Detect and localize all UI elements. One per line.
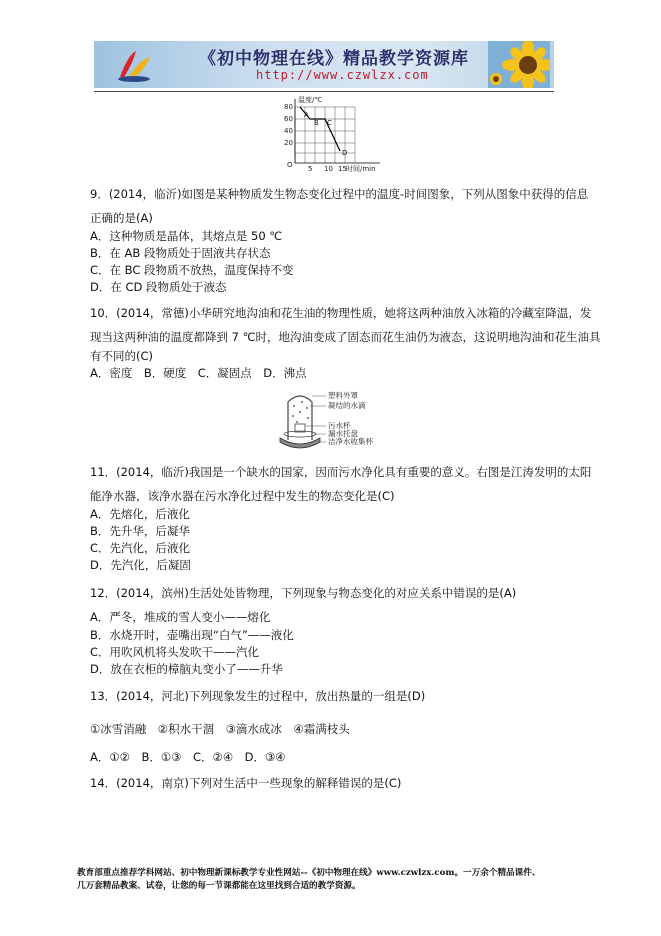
- point-a-label: A: [304, 111, 309, 119]
- y-tick: 60: [284, 115, 293, 123]
- y-tick: 40: [284, 127, 293, 135]
- graph-origin: O: [287, 161, 293, 169]
- q9-option-d: D．在 CD 段物质处于液态: [90, 280, 227, 294]
- q11-option-a: A．先熔化，后液化: [90, 507, 190, 521]
- q12-stem: 12．(2014，滨州)生活处处皆物理，下列现象与物态变化的对应关系中错误的是(A): [90, 586, 517, 600]
- q14-stem: 14．(2014，南京)下列对生活中一些现象的解释错误的是(C): [90, 776, 402, 790]
- q9-option-a: A．这种物质是晶体，其熔点是 50 ℃: [90, 229, 283, 243]
- graph-xlabel: 时间/min: [346, 165, 376, 173]
- q11-stem-line1: 11．(2014，临沂)我国是一个缺水的国家，因而污水净化具有重要的意义。右图是江涛发明的太阳: [90, 465, 592, 479]
- q12-option-b: B．水烧开时，壶嘴出现“白气”——液化: [90, 628, 294, 642]
- q10-stem-line1: 10．(2014，常德)小华研究地沟油和花生油的物理性质，她将这两种油放入冰箱的冷藏室降温，发: [90, 306, 592, 320]
- point-c-label: C: [327, 119, 332, 127]
- q12-option-c: C．用吹风机将头发吹干——汽化: [90, 645, 260, 659]
- q10-stem-line3: 有不同的(C): [90, 349, 154, 363]
- collection-cup: [280, 438, 320, 448]
- label-drip-tray: 漏水托盘: [328, 429, 358, 438]
- q9-stem-line1: 9．(2014，临沂)如图是某种物质发生物态变化过程中的温度-时间图象，下列从图象中获得的信息: [90, 187, 589, 201]
- footer-line2: 几万套精品教案、试卷，让您的每一节课都能在这里找到合适的教学资源。: [77, 881, 361, 891]
- x-tick: 10: [324, 165, 333, 173]
- q9-stem-line2: 正确的是(A): [90, 211, 153, 225]
- q12-option-a: A．严冬，堆成的雪人变小——熔化: [90, 610, 271, 624]
- header-rule: [94, 91, 554, 92]
- q13-items: ①冰雪消融 ②积水干涸 ③滴水成冰 ④霜满枝头: [90, 722, 350, 736]
- q9-option-c: C．在 BC 段物质不放热，温度保持不变: [90, 263, 294, 277]
- header-banner: [94, 41, 554, 88]
- q12-option-d: D．放在衣柜的樟脑丸变小了——升华: [90, 662, 283, 676]
- q10-stem-line2: 现当这两种油的温度都降到 7 ℃时，地沟油变成了固态而花生油仍为液态，这说明地沟油和花生油具: [90, 330, 601, 344]
- solar-purifier-figure: [270, 388, 390, 458]
- q10-options: A．密度 B．硬度 C．凝固点 D．沸点: [90, 366, 307, 380]
- x-tick: 5: [308, 165, 313, 173]
- label-water-drops: 凝结的水滴: [328, 401, 366, 410]
- label-sewage-cup: 污水杯: [328, 421, 351, 430]
- q11-option-c: C．先汽化，后液化: [90, 541, 191, 555]
- label-clean-cup: 洁净水收集杯: [328, 437, 373, 446]
- x-tick: 15: [338, 165, 347, 173]
- q13-options: A．①② B．①③ C．②④ D．③④: [90, 750, 286, 764]
- footer-line1: 教育部重点推荐学科网站、初中物理新课标教学专业性网站--《初中物理在线》www.czwlzx.com。一万余个精品课件、: [77, 868, 541, 878]
- banner-url[interactable]: http://www.czwlzx.com: [256, 68, 429, 82]
- point-b-label: B: [314, 119, 319, 127]
- graph-ylabel: 温度/℃: [298, 96, 323, 104]
- point-d-label: D: [342, 149, 348, 157]
- q11-stem-line2: 能净水器，该净水器在污水净化过程中发生的物态变化是(C): [90, 489, 395, 503]
- q11-option-d: D．先汽化，后凝固: [90, 558, 191, 572]
- q11-option-b: B．先升华，后凝华: [90, 524, 190, 538]
- sunflower-icon: [488, 41, 550, 88]
- y-tick: 80: [284, 103, 293, 111]
- banner-title: 《初中物理在线》精品教学资源库: [199, 49, 469, 69]
- q13-stem: 13．(2014，河北)下列现象发生的过程中，放出热量的一组是(D): [90, 689, 426, 703]
- site-logo-icon: [114, 47, 154, 83]
- y-tick: 20: [284, 139, 293, 147]
- label-plastic-cover: 塑料外罩: [328, 391, 358, 400]
- water-droplets: [292, 401, 309, 423]
- temperature-time-graph: [280, 95, 390, 173]
- q9-option-b: B．在 AB 段物质处于固液共存状态: [90, 246, 271, 260]
